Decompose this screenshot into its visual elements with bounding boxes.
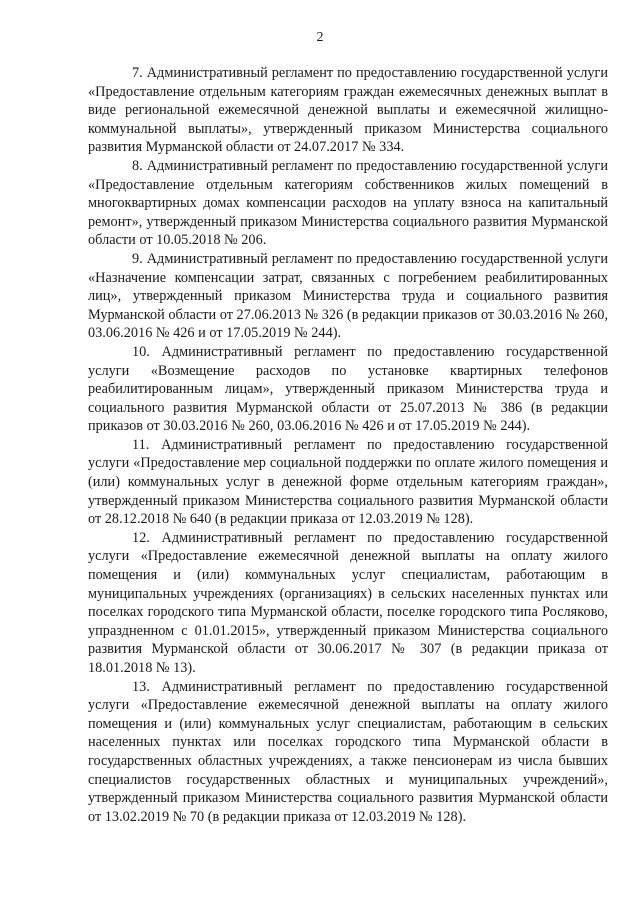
paragraph-item-9: 9. Административный регламент по предоставлению государственной услуги «Назначение компенсации затрат, связанных с погребением реабилитированных лиц», утвержденный приказом Министерства труда и социального развития Мурманской области от 27.06.2013 № 326 (в редакции приказов от 30.03.2016 № 260, 03.06.2016 № 426 и от 17.05.2019 № 244).	[88, 250, 608, 342]
page-number: 2	[316, 30, 324, 45]
paragraph-item-8: 8. Административный регламент по предоставлению государственной услуги «Предоставление отдельным категориям собственников жилых помещений в многоквартирных домах компенсации расходов на уплату взноса на капитальный ремонт», утвержденный приказом Министерства социального развития Мурманской области от 10.05.2018 № 206.	[88, 157, 608, 249]
paragraph-item-7: 7. Административный регламент по предоставлению государственной услуги «Предоставление отдельным категориям граждан ежемесячных денежных выплат в виде региональной ежемесячной денежной выплаты и ежемесячной жилищно-коммунальной выплаты», утвержденный приказом Министерства социального развития Мурманской области от 24.07.2017 № 334.	[88, 65, 608, 156]
paragraph-item-10: 10. Административный регламент по предоставлению государственной услуги «Возмещение расходов по установке квартирных телефонов реабилитированным лицам», утвержденный приказом Министерства труда и социального развития Мурманской области от 25.07.2013 № 386 (в редакции приказов от 30.03.2016 № 260, 03.06.2016 № 426 и от 17.05.2019 № 244).	[88, 343, 608, 435]
paragraph-item-11: 11. Административный регламент по предоставлению государственной услуги «Предоставление мер социальной поддержки по оплате жилого помещения и (или) коммунальных услуг в денежной форме отдельным категориям граждан», утвержденный приказом Министерства социального развития Мурманской области от 28.12.2018 № 640 (в редакции приказа от 12.03.2019 № 128).	[88, 436, 608, 528]
document-body	[88, 64, 608, 826]
paragraph-item-12: 12. Административный регламент по предоставлению государственной услуги «Предоставление ежемесячной денежной выплаты на оплату жилого помещения и (или) коммунальных услуг специалистам, работающим в муниципальных учреждениях (организациях) в сельских населенных пунктах или поселках городского типа Мурманской области, поселке городского типа Росляково, упраздненном с 01.01.2015», утвержденный приказом Министерства социального развития Мурманской области от 30.06.2017 № 307 (в редакции приказа от 18.01.2018 № 13).	[88, 529, 608, 676]
paragraph-item-13: 13. Административный регламент по предоставлению государственной услуги «Предоставление ежемесячной денежной выплаты на оплату жилого помещения и (или) коммунальных услуг специалистам, работающим в сельских населенных пунктах или поселках городского типа Мурманской области в государственных областных учреждениях, а также пенсионерам из числа бывших специалистов государственных областных и муниципальных учреждений», утвержденный приказом Министерства социального развития Мурманской области от 13.02.2019 № 70 (в редакции приказа от 12.03.2019 № 128).	[88, 678, 608, 825]
